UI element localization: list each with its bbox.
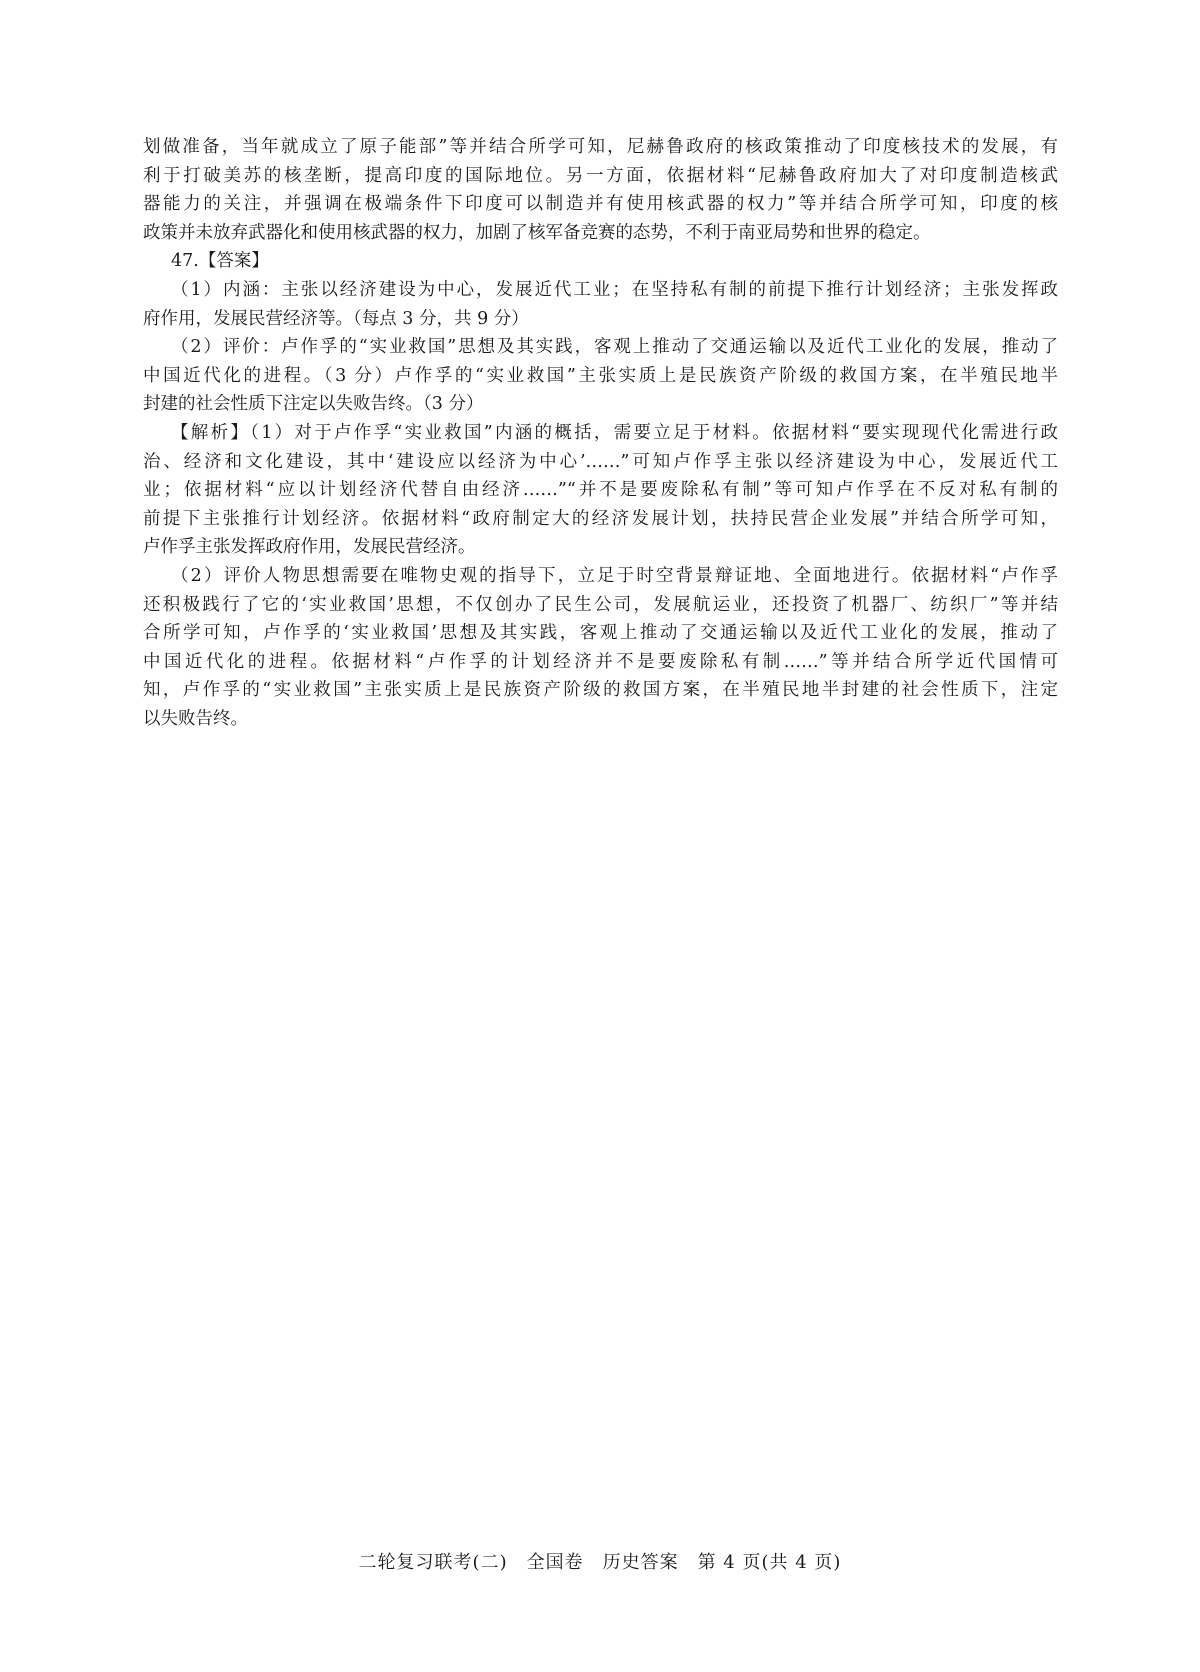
text-line: 利于打破美苏的核垄断，提高印度的国际地位。另一方面，依据材料“尼赫鲁政府加大了对印度制造核武	[143, 165, 1058, 186]
paragraph	[143, 333, 1058, 419]
text-line: 中国近代化的进程。（3 分）卢作孚的“实业救国”主张实质上是民族资产阶级的救国方案，在半殖民地半	[143, 365, 1058, 386]
text-line: （1）内涵：主张以经济建设为中心，发展近代工业；在坚持私有制的前提下推行计划经济；主张发挥政	[171, 279, 1058, 300]
paragraph	[143, 562, 1058, 734]
page-footer: 二轮复习联考(二) 全国卷 历史答案 第 4 页(共 4 页)	[358, 1552, 842, 1573]
text-line: 器能力的关注，并强调在极端条件下印度可以制造并有使用核武器的权力”等并结合所学可知，印度的核	[143, 194, 1058, 215]
text-line: 知，卢作孚的“实业救国”主张实质上是民族资产阶级的救国方案，在半殖民地半封建的社会性质下，注定	[143, 680, 1058, 701]
text-line: 前提下主张推行计划经济。依据材料“政府制定大的经济发展计划，扶持民营企业发展”并结合所学可知，	[143, 508, 1058, 529]
paragraph	[143, 133, 1058, 247]
text-line: 政策并未放弃武器化和使用核武器的权力，加剧了核军备竞赛的态势，不利于南亚局势和世界的稳定。	[143, 222, 931, 243]
text-line: 合所学可知，卢作孚的‘实业救国’思想及其实践，客观上推动了交通运输以及近代工业化的发展，推动了	[143, 623, 1058, 644]
paragraph	[143, 276, 1058, 333]
text-line: 47.【答案】	[171, 251, 269, 272]
paragraph	[143, 419, 1058, 562]
document-body	[143, 133, 1058, 733]
text-line: 中国近代化的进程。依据材料“卢作孚的计划经济并不是要废除私有制……”等并结合所学近代国情可	[143, 651, 1058, 672]
text-line: 以失败告终。	[143, 708, 248, 729]
text-line: 封建的社会性质下注定以失败告终。（3 分）	[143, 394, 484, 415]
text-line: 府作用，发展民营经济等。（每点 3 分，共 9 分）	[143, 308, 529, 329]
paragraph	[143, 247, 1058, 276]
text-line: 业；依据材料“应以计划经济代替自由经济……”“并不是要废除私有制”等可知卢作孚在不反对私有制的	[143, 480, 1058, 501]
text-line: （2）评价：卢作孚的“实业救国”思想及其实践，客观上推动了交通运输以及近代工业化的发展，推动了	[171, 337, 1058, 358]
text-line: 治、经济和文化建设，其中‘建设应以经济为中心’……”可知卢作孚主张以经济建设为中心，发展近代工	[143, 451, 1058, 472]
text-line: 【解析】（1）对于卢作孚“实业救国”内涵的概括，需要立足于材料。依据材料“要实现现代化需进行政	[171, 422, 1058, 443]
text-line: 卢作孚主张发挥政府作用，发展民营经济。	[143, 537, 476, 558]
text-line: （2）评价人物思想需要在唯物史观的指导下，立足于时空背景辩证地、全面地进行。依据材料“卢作孚	[171, 565, 1058, 586]
text-line: 还积极践行了它的‘实业救国’思想，不仅创办了民生公司，发展航运业，还投资了机器厂、纺织厂”等并结	[143, 594, 1058, 615]
text-line: 划做准备，当年就成立了原子能部”等并结合所学可知，尼赫鲁政府的核政策推动了印度核技术的发展，有	[143, 137, 1058, 157]
